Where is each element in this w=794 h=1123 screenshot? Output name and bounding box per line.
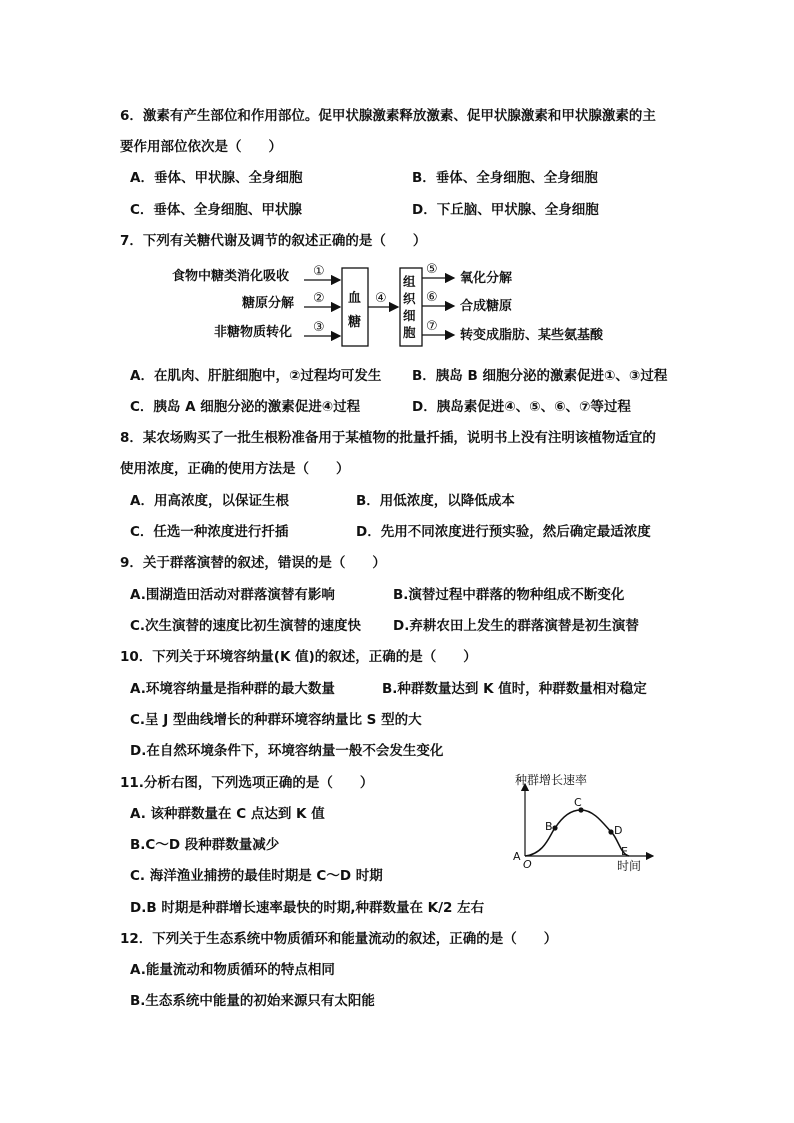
q10-option-a: A.环境容纳量是指种群的最大数量 [130,681,335,697]
q11-stem: 11.分析右图，下列选项正确的是（ ） [120,775,374,791]
graph-point-b [552,825,557,830]
graph-label-c: C [574,796,582,809]
diagram-num-7: ⑦ [426,319,438,334]
q8-stem-line2: 使用浓度，正确的使用方法是（ ） [120,461,350,477]
q8-option-c: C．任选一种浓度进行扦插 [130,524,289,540]
q7-option-c: C．胰岛 A 细胞分泌的激素促进④过程 [130,399,361,415]
q11-option-a: A. 该种群数量在 C 点达到 K 值 [130,806,325,822]
diagram-num-6: ⑥ [426,290,438,305]
q7-option-a: A．在肌肉、肝脏细胞中，②过程均可发生 [130,368,382,384]
q6-stem-line2: 要作用部位依次是（ ） [120,139,282,155]
q8-option-b: B．用低浓度，以降低成本 [356,493,515,509]
diagram-source-glycogen: 糖原分解 [242,296,295,311]
q7-option-b: B．胰岛 B 细胞分泌的激素促进①、③过程 [412,368,668,384]
q6-option-a: A．垂体、甲状腺、全身细胞 [130,170,303,186]
q7-stem: 7．下列有关糖代谢及调节的叙述正确的是（ ） [120,233,427,249]
diagram-tissue-char-4: 胞 [403,325,416,340]
diagram-tissue-char-2: 织 [403,291,416,306]
diagram-num-5: ⑤ [426,262,438,277]
q8-option-d: D．先用不同浓度进行预实验，然后确定最适浓度 [356,524,651,540]
diagram-out-glycogen: 合成糖原 [460,299,513,314]
q6-option-c: C．垂体、全身细胞、甲状腺 [130,202,302,218]
q11-option-b: B.C～D 段种群数量减少 [130,837,280,853]
population-growth-rate-graph [505,770,665,880]
graph-xlabel: 时间 [617,859,642,873]
q6-stem-line1: 6．激素有产生部位和作用部位。促甲状腺激素释放激素、促甲状腺激素和甲状腺激素的主 [120,108,656,124]
diagram-tissue-char-3: 细 [403,308,416,323]
q11-option-c: C. 海洋渔业捕捞的最佳时期是 C～D 时期 [130,868,383,884]
diagram-blood-char-1: 血 [348,291,362,306]
diagram-source-nonsugar: 非糖物质转化 [214,325,293,340]
graph-label-a: A [513,850,521,863]
graph-label-b: B [545,820,553,833]
q9-option-d: D.弃耕农田上发生的群落演替是初生演替 [393,618,639,634]
q8-option-a: A．用高浓度，以保证生根 [130,493,289,509]
q11-option-d: D.B 时期是种群增长速率最快的时期,种群数量在 K/2 左右 [130,900,485,916]
diagram-source-food: 食物中糖类消化吸收 [172,269,290,284]
diagram-out-fat: 转变成脂肪、某些氨基酸 [460,328,604,343]
q10-option-d: D.在自然环境条件下，环境容纳量一般不会发生变化 [130,743,444,759]
q9-option-c: C.次生演替的速度比初生演替的速度快 [130,618,362,634]
diagram-tissue-char-1: 组 [403,274,416,289]
q7-option-d: D．胰岛素促进④、⑤、⑥、⑦等过程 [412,399,631,415]
graph-label-e: E [621,845,628,858]
graph-point-d [608,829,613,834]
diagram-num-3: ③ [313,320,325,335]
q12-option-a: A.能量流动和物质循环的特点相同 [130,962,335,978]
diagram-blood-sugar-box [342,268,368,346]
glucose-metabolism-diagram [170,260,630,352]
q9-option-b: B.演替过程中群落的物种组成不断变化 [393,587,625,603]
q6-option-d: D．下丘脑、甲状腺、全身细胞 [412,202,599,218]
q10-option-b: B.种群数量达到 K 值时，种群数量相对稳定 [382,681,647,697]
q8-stem-line1: 8．某农场购买了一批生根粉准备用于某植物的批量扦插，说明书上没有注明该植物适宜的 [120,430,656,446]
diagram-num-1: ① [313,264,325,279]
q9-stem: 9．关于群落演替的叙述，错误的是（ ） [120,555,386,571]
q10-stem: 10．下列关于环境容纳量(K 值)的叙述，正确的是（ ） [120,649,477,665]
diagram-num-2: ② [313,291,325,306]
graph-origin: O [523,858,532,871]
q9-option-a: A.围湖造田活动对群落演替有影响 [130,587,335,603]
q12-option-b: B.生态系统中能量的初始来源只有太阳能 [130,993,375,1009]
diagram-out-oxidation: 氧化分解 [460,271,513,286]
q12-stem: 12．下列关于生态系统中物质循环和能量流动的叙述，正确的是（ ） [120,931,558,947]
graph-ylabel: 种群增长速率 [515,773,588,787]
diagram-num-4: ④ [375,291,387,306]
graph-label-d: D [614,824,623,837]
q6-option-b: B．垂体、全身细胞、全身细胞 [412,170,598,186]
q10-option-c: C.呈 J 型曲线增长的种群环境容纳量比 S 型的大 [130,712,422,728]
diagram-blood-char-2: 糖 [348,315,362,330]
